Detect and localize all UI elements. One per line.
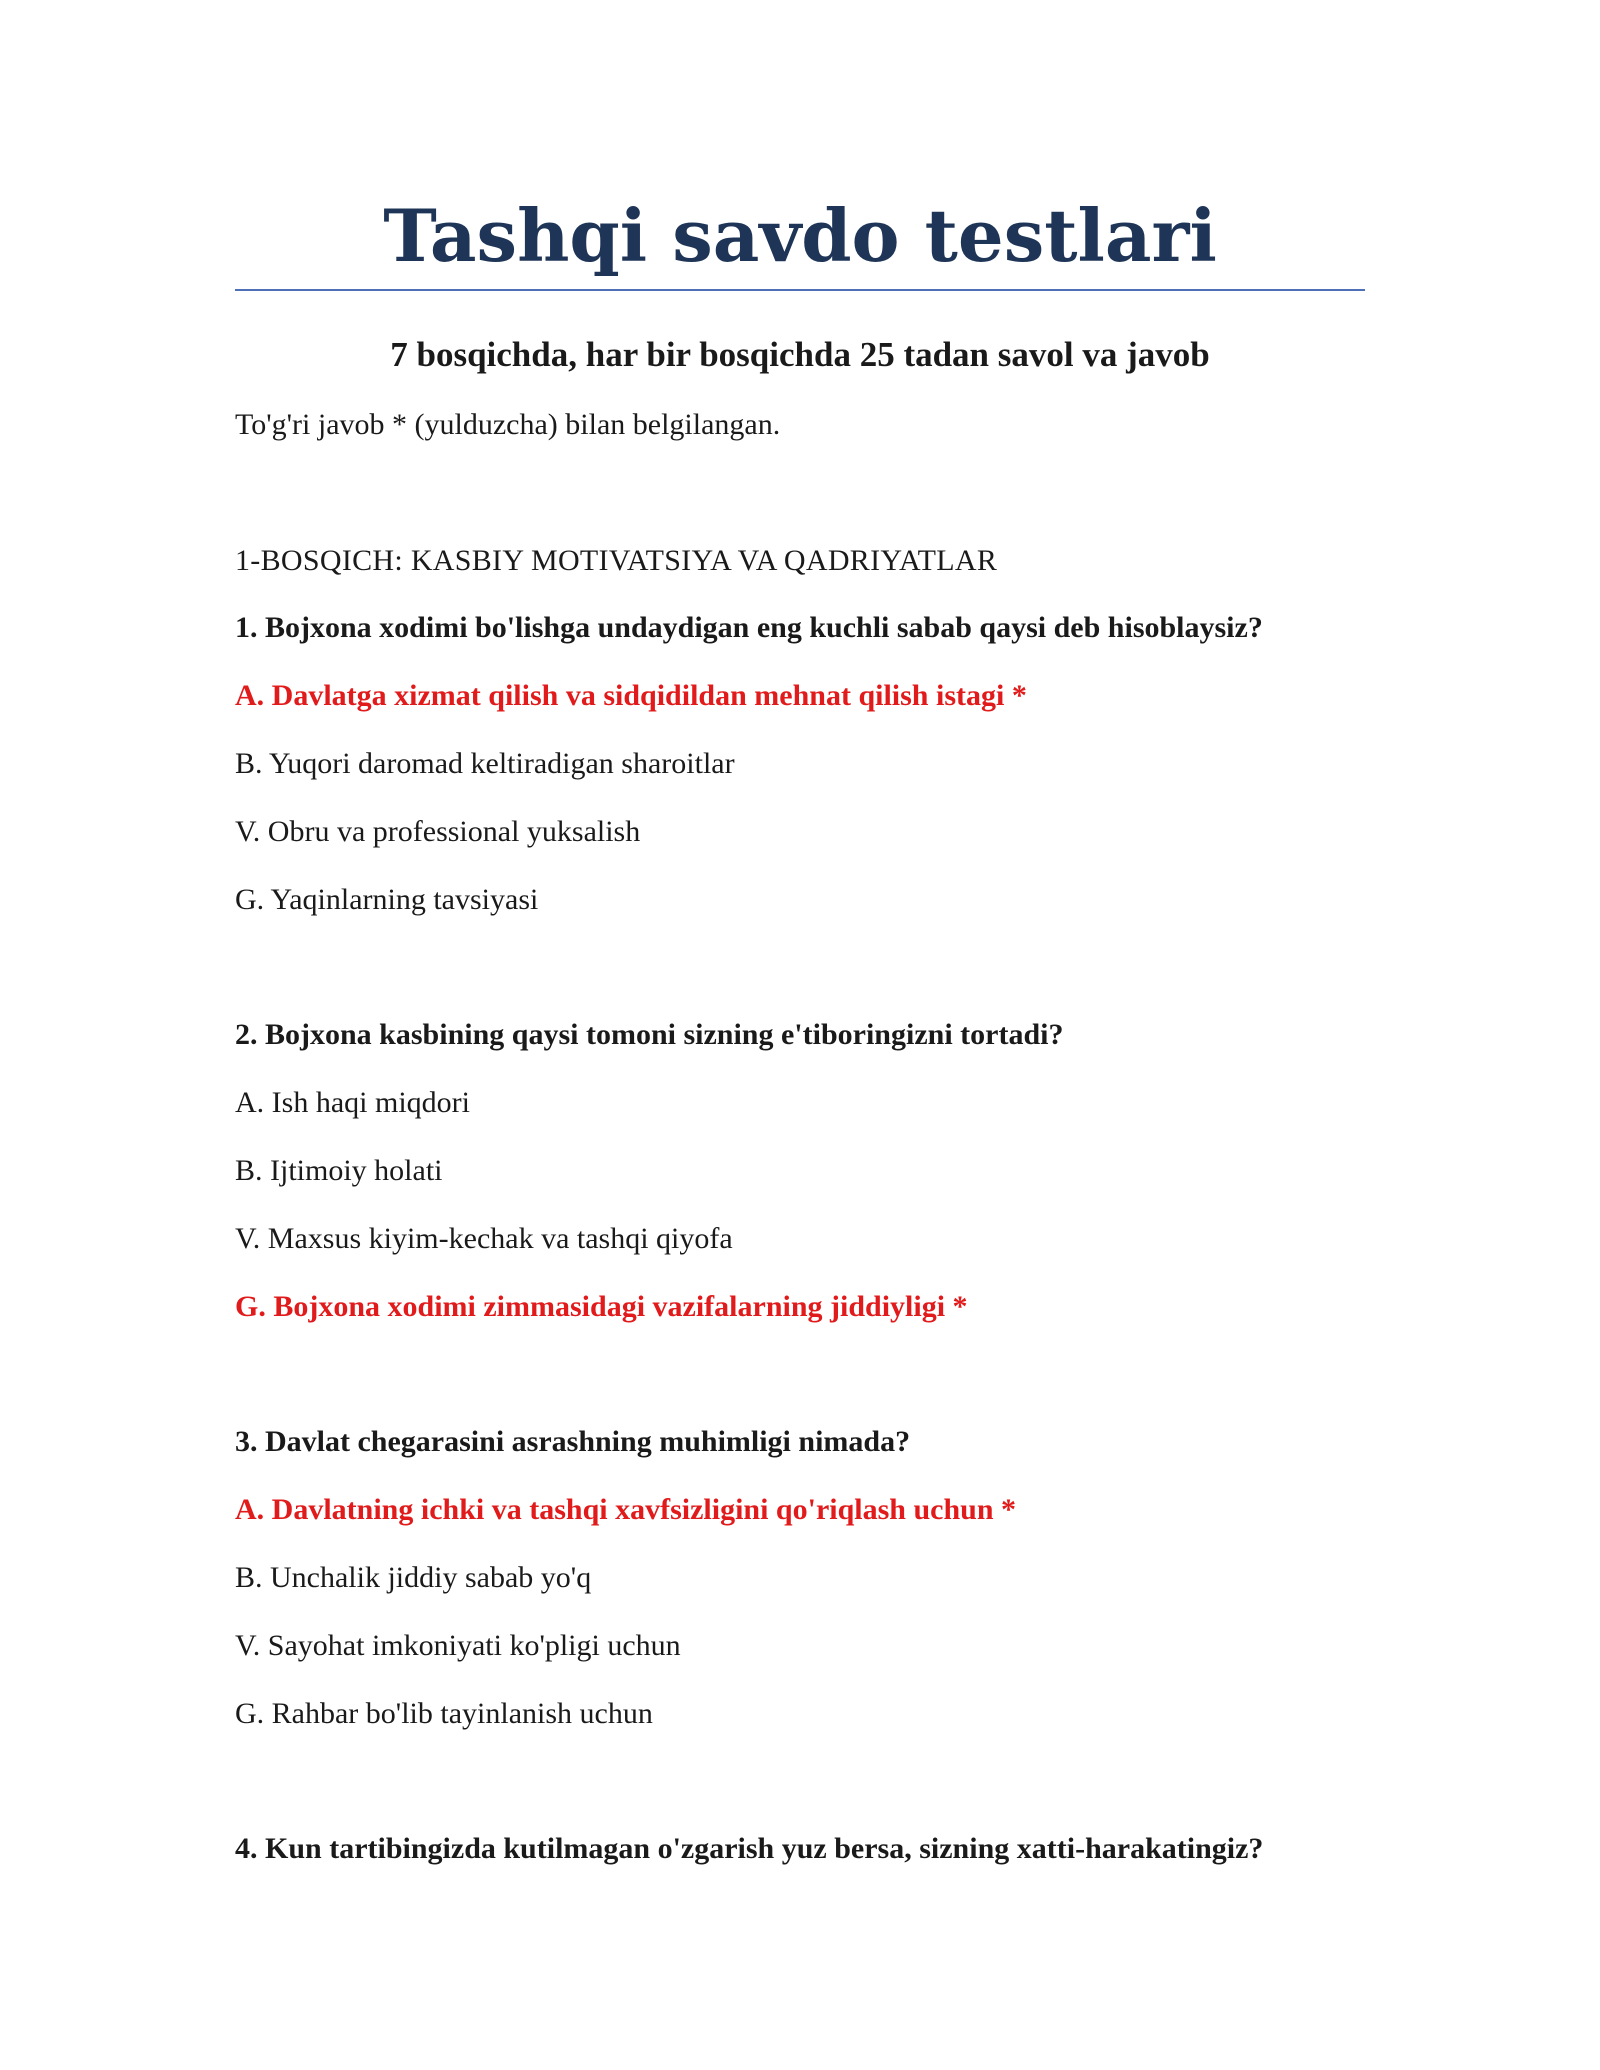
section-title: 1-BOSQICH: KASBIY MOTIVATSIYA VA QADRIYATLAR (235, 544, 998, 577)
answer-option: G. Yaqinlarning tavsiyasi (235, 883, 539, 916)
answer-option: V. Maxsus kiyim-kechak va tashqi qiyofa (235, 1222, 733, 1255)
question-2 (235, 1013, 1365, 1353)
title-divider (235, 289, 1365, 291)
question-text: 2. Bojxona kasbining qaysi tomoni sizning e'tiboringizni tortadi? (235, 1018, 1064, 1051)
answer-option: V. Sayohat imkoniyati ko'pligi uchun (235, 1629, 681, 1662)
answer-option: G. Bojxona xodimi zimmasidagi vazifalarning jiddiyligi * (235, 1290, 968, 1323)
answer-option: A. Davlatning ichki va tashqi xavfsizligini qo'riqlash uchun * (235, 1493, 1017, 1526)
answer-key-note: To'g'ri javob * (yulduzcha) bilan belgilangan. (235, 408, 781, 441)
answer-option: A. Davlatga xizmat qilish va sidqidildan mehnat qilish istagi * (235, 679, 1027, 712)
question-4 (235, 1827, 1365, 1895)
question-1 (235, 606, 1365, 946)
answer-option: G. Rahbar bo'lib tayinlanish uchun (235, 1697, 653, 1730)
answer-option: B. Ijtimoiy holati (235, 1154, 443, 1187)
answer-option: B. Yuqori daromad keltiradigan sharoitlar (235, 747, 735, 780)
question-text: 3. Davlat chegarasini asrashning muhimligi nimada? (235, 1425, 911, 1458)
answer-option: V. Obru va professional yuksalish (235, 815, 641, 848)
answer-option: A. Ish haqi miqdori (235, 1086, 470, 1119)
question-text: 4. Kun tartibingizda kutilmagan o'zgarish yuz bersa, sizning xatti-harakatingiz? (235, 1832, 1264, 1865)
document-subtitle: 7 bosqichda, har bir bosqichda 25 tadan savol va javob (390, 335, 1210, 374)
question-list (235, 606, 1365, 1962)
document-title: Tashqi savdo testlari (383, 193, 1217, 278)
answer-option: B. Unchalik jiddiy sabab yo'q (235, 1561, 592, 1594)
question-text: 1. Bojxona xodimi bo'lishga undaydigan eng kuchli sabab qaysi deb hisoblaysiz? (235, 611, 1263, 644)
question-3 (235, 1420, 1365, 1760)
